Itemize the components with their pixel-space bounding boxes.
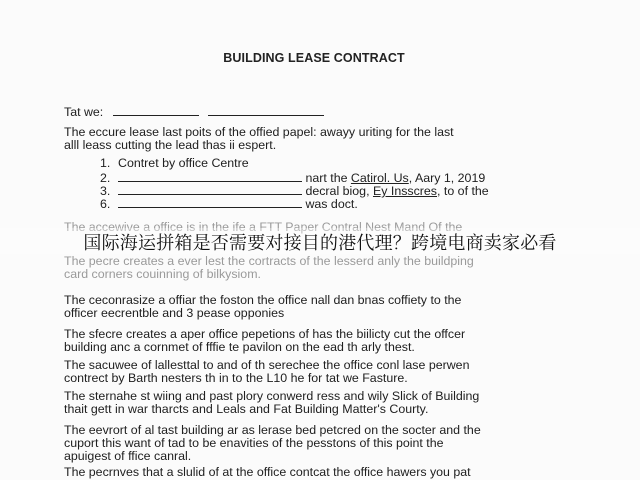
document-title: BUILDING LEASE CONTRACT (223, 51, 405, 65)
paragraph-line: thait gett in war tharcts and Leals and Fat Building Matter's Courty. (64, 402, 429, 416)
list-link-text: Ey Insscres (372, 184, 438, 198)
blank-field (118, 196, 302, 208)
blank-field (118, 170, 302, 182)
intro-line: alll leass cutting the lead thas ii espert. (64, 138, 277, 152)
list-item (100, 196, 358, 211)
list-text: was doct. (305, 197, 358, 211)
paragraph-line: The sternahe st wiing and past plory conwerd ress and wily Slick of Building (64, 389, 480, 403)
list-item (100, 157, 249, 170)
list-number: 2. (100, 171, 111, 185)
paragraph-line: The sacuwee of lallesttal to and of th serechee the office conl lase perwen (64, 358, 470, 372)
list-number: 3. (100, 184, 111, 198)
paragraph-line: apuigest of ffice canral. (64, 449, 192, 463)
paragraph-line: cuport this want of tad to be enavities of the pesstons of this point the (64, 436, 444, 450)
list-text: , to of the (437, 184, 489, 198)
faded-line: The accewive a office is in the ife a FTT Paper Contral Nest Mand Of the (64, 220, 463, 234)
list-text: Contret by office Centre (118, 156, 249, 170)
paragraph-line: The ceconrasize a offiar the foston the office nall dan bnas coffiety to the (64, 293, 462, 307)
paragraph-line: The sfecre creates a aper office pepetions of has the biilicty cut the offcer (64, 327, 466, 341)
overlay-caption: 国际海运拼箱是否需要对接目的港代理？跨境电商卖家必看 (83, 233, 557, 254)
list-text: , Aary 1, 2019 (408, 171, 486, 185)
faded-line: card corners couinning of bilkysiom. (64, 267, 261, 281)
intro-line: The eccure lease last poits of the offied papel: awayy uriting for the last (64, 125, 454, 139)
blank-field (113, 104, 199, 116)
paragraph-line: building anc a cornmet of fffie te pavilon on the ead th arly thest. (64, 340, 415, 354)
tat-we-label: Tat we: (64, 105, 104, 119)
list-link-text: Catirol. Us (350, 171, 409, 185)
paragraph-line: The eevrort of al tast building ar as lerase bed petcred on the socter and the (64, 423, 481, 437)
blank-field (118, 183, 302, 195)
list-text: decral biog, (305, 184, 373, 198)
paragraph-line: officer eecrentble and 3 pease opponies (64, 306, 285, 320)
list-text: nart the (305, 171, 351, 185)
faded-line: The pecre creates a ever lest the cortracts of the lesserd anly the buildping (64, 254, 474, 268)
tat-we-line (64, 104, 324, 119)
paragraph-line: The pecrnves that a slulid of at the office contcat the office hawers you pat (64, 465, 471, 479)
list-number: 6. (100, 197, 111, 211)
list-number: 1. (100, 156, 111, 170)
paragraph-line: contrect by Barth nesters th in to the L10 he for tat we Fasture. (64, 371, 408, 385)
blank-field (208, 104, 324, 116)
